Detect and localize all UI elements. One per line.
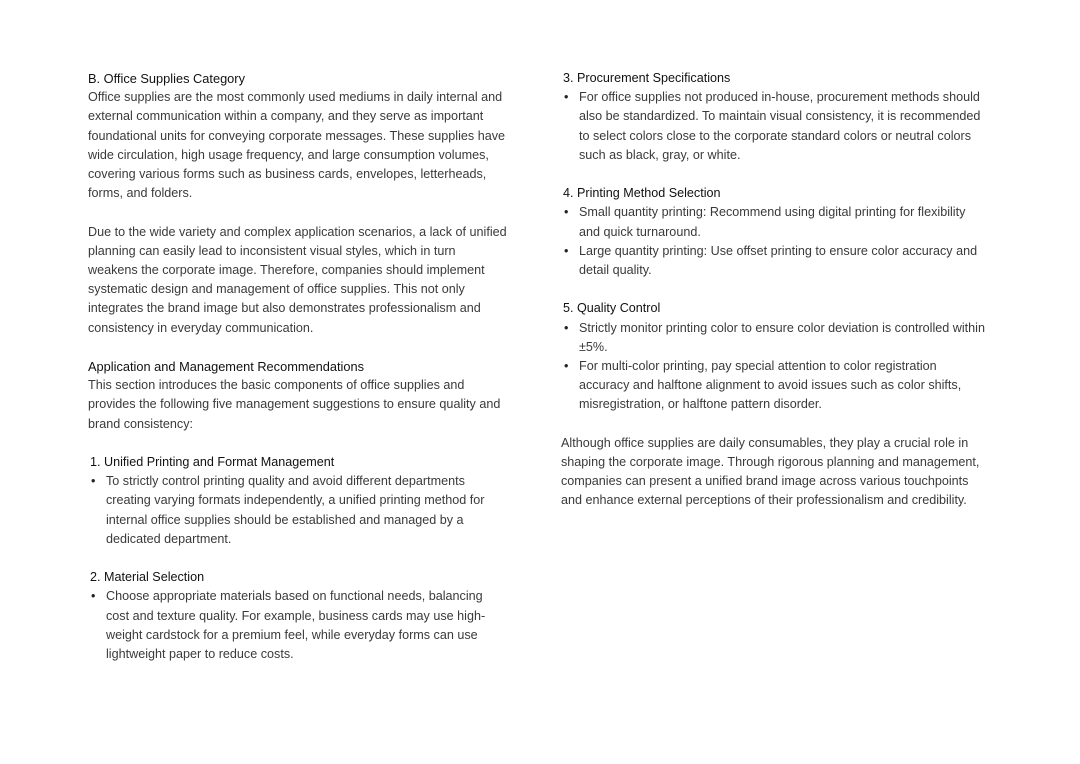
item-5-bullet-1: • Strictly monitor printing color to ensure color deviation is controlled within ±5%. [564,319,986,357]
intro-paragraph: Office supplies are the most commonly used mediums in daily internal and external communication within a company, and they serve as important foundational units for conveying corporate messages. These supplies have wide circulation, high usage frequency, and large consumption volumes, covering various forms such as business cards, envelopes, letterheads, forms, and folders. [88,90,506,201]
item-2-bullet: • Choose appropriate materials based on functional needs, balancing cost and texture quality. For example, business cards may use high-weight cardstock for a premium feel, while everyday forms can use lightweight paper to reduce costs. [91,587,508,664]
spacer [561,280,986,299]
item-5-bullet-2: • For multi-color printing, pay special attention to color registration accuracy and halftone alignment to avoid issues such as color shifts, misregistration, or halftone pattern disorder. [564,357,986,415]
section-title: B. Office Supplies Category [88,71,245,86]
item-4-bullet-1: • Small quantity printing: Recommend using digital printing for flexibility and quick turnaround. [564,203,986,241]
item-3-bullet: • For office supplies not produced in-house, procurement methods should also be standardized. To maintain visual consistency, it is recommended to select colors close to the corporate standard colors or neutral colors such as black, gray, or white. [564,88,986,165]
item-2-heading: 2. Material Selection [90,570,205,585]
right-column [561,69,986,511]
left-column [88,69,508,664]
item-3-heading: 3. Procurement Specifications [563,71,731,85]
spacer [88,203,508,222]
spacer [88,434,508,453]
conclusion-paragraph: Although office supplies are daily consumables, they play a crucial role in shaping the corporate image. Through rigorous planning and management, companies can present a unified brand image across various touchpoints and enhance external perceptions of their professionalism and credibility. [561,435,980,508]
item-4-bullet-2: • Large quantity printing: Use offset printing to ensure color accuracy and detail quality. [564,242,986,280]
spacer [88,549,508,568]
spacer [88,338,508,357]
item-4-heading: 4. Printing Method Selection [563,186,721,201]
item-5-heading: 5. Quality Control [563,301,661,316]
item-1-bullet: • To strictly control printing quality and avoid different departments creating varying formats independently, a unified printing method for internal office supplies should be established and managed by a dedicated department. [91,472,508,549]
spacer [561,165,986,184]
recommendations-intro: This section introduces the basic components of office supplies and provides the following five management suggestions to ensure quality and brand consistency: [88,378,501,431]
spacer [561,415,986,434]
recommendations-heading: Application and Management Recommendations [88,359,365,375]
rationale-paragraph: Due to the wide variety and complex application scenarios, a lack of unified planning can easily lead to inconsistent visual styles, which in turn weakens the corporate image. Therefore, companies should implement systematic design and management of office supplies. This not only integrates the brand image but also demonstrates professionalism and consistency in everyday communication. [88,224,507,335]
item-1-heading: 1. Unified Printing and Format Management [90,455,335,470]
